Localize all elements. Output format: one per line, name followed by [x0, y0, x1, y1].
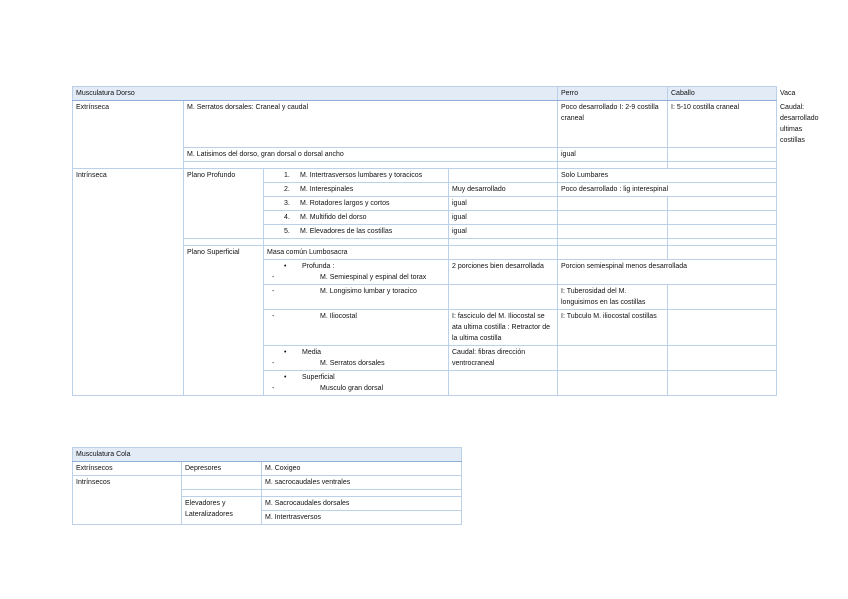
vaca-cell: [668, 346, 777, 371]
extrinseca-label: Extrínseca: [73, 101, 184, 169]
vaca-cell: [668, 310, 777, 346]
muscle-cell: 2. M. Interespinales: [264, 183, 449, 197]
cola-type: Extrínsecos: [73, 462, 182, 476]
caballo-cell: [558, 211, 668, 225]
vaca-cell: [668, 197, 777, 211]
media-cell: • Media - M. Serratos dorsales: [264, 346, 449, 371]
cola-muscle: M. Intertrasversos: [262, 511, 462, 525]
cola-group: Elevadores y Lateralizadores: [182, 497, 262, 525]
caballo-cell: Porcion semiespinal menos desarrollada: [558, 260, 777, 285]
perro-cell: igual: [449, 197, 558, 211]
caballo-cell: I: 5-10 costilla craneal: [668, 101, 777, 148]
dorso-table: [72, 86, 819, 396]
dorso-title: Musculatura Dorso: [73, 87, 558, 101]
caballo-cell: I: Tuberosidad del M. longuisimos en las costillas: [558, 285, 668, 310]
caballo-cell: [558, 346, 668, 371]
perro-cell: [449, 285, 558, 310]
perro-cell: igual: [449, 211, 558, 225]
cola-group: Depresores: [182, 462, 262, 476]
col-perro: Perro: [558, 87, 668, 101]
table-row: [73, 169, 777, 183]
caballo-cell: Poco desarrollado : lig interespinal: [558, 183, 777, 197]
perro-cell: igual: [449, 225, 558, 239]
plano-profundo-label: Plano Profundo: [184, 169, 264, 239]
col-caballo: Caballo: [668, 87, 777, 101]
caballo-cell: [668, 148, 777, 162]
table-row: Extrínseca M. Serratos dorsales: Craneal y caudal Poco desarrollado I: 2-9 costilla craneal I: 5-10 costilla craneal Caudal: desarrollado ultimas costillas: [73, 101, 777, 148]
perro-cell: [449, 371, 558, 396]
longisimo-cell: - M. Longisimo lumbar y toracico: [264, 285, 449, 310]
iliocostal-cell: - M. Iliocostal: [264, 310, 449, 346]
caballo-cell: I: Tubculo M. iliocostal costillas: [558, 310, 668, 346]
vaca-cell: [668, 225, 777, 239]
cola-title: Musculatura Cola: [73, 448, 462, 462]
cola-muscle: M. sacrocaudales ventrales: [262, 476, 462, 490]
muscle-cell: 5. M. Elevadores de las costillas: [264, 225, 449, 239]
cola-muscle: M. Coxigeo: [262, 462, 462, 476]
superficial-cell: • Superficial - Musculo gran dorsal: [264, 371, 449, 396]
caballo-cell: [558, 225, 668, 239]
dorso-header-row: Musculatura Dorso Perro Caballo Vaca: [73, 87, 777, 101]
perro-cell: [449, 169, 558, 183]
semiespinal-cell: • Profunda : - M. Semiespinal y espinal del torax: [264, 260, 449, 285]
muscle-cell: 3. M. Rotadores largos y cortos: [264, 197, 449, 211]
cola-type: Intrínsecos: [73, 476, 182, 525]
muscle-cell: 4. M. Multifido del dorso: [264, 211, 449, 225]
muscle-cell: M. Latisimos del dorso, gran dorsal o dorsal ancho: [184, 148, 558, 162]
perro-cell: Muy desarrollado: [449, 183, 558, 197]
perro-cell: 2 porciones bien desarrollada: [449, 260, 558, 285]
caballo-cell: Solo Lumbares: [558, 169, 777, 183]
cola-group: [182, 476, 262, 490]
perro-cell: Caudal: fibras dirección ventrocraneal: [449, 346, 558, 371]
perro-cell: igual: [558, 148, 668, 162]
intrinseca-label: Intrínseca: [73, 169, 184, 396]
caballo-cell: [558, 371, 668, 396]
vaca-cell: [668, 371, 777, 396]
perro-cell: I: fasciculo del M. Iliocostal se ata ultima costilla : Retractor de la ultima costilla: [449, 310, 558, 346]
cola-header-row: [73, 448, 462, 462]
table-row: [73, 476, 462, 490]
masa-comun: Masa común Lumbosacra: [264, 246, 449, 260]
vaca-cell: [668, 211, 777, 225]
vaca-cell: [668, 285, 777, 310]
cola-muscle: M. Sacrocaudales dorsales: [262, 497, 462, 511]
table-row: [73, 462, 462, 476]
plano-superficial-label: Plano Superficial: [184, 246, 264, 396]
cola-table: [72, 447, 462, 525]
muscle-cell: 1. M. Intertrasversos lumbares y toracicos: [264, 169, 449, 183]
muscle-cell: M. Serratos dorsales: Craneal y caudal: [184, 101, 558, 148]
caballo-cell: [558, 197, 668, 211]
perro-cell: Poco desarrollado I: 2-9 costilla craneal: [558, 101, 668, 148]
